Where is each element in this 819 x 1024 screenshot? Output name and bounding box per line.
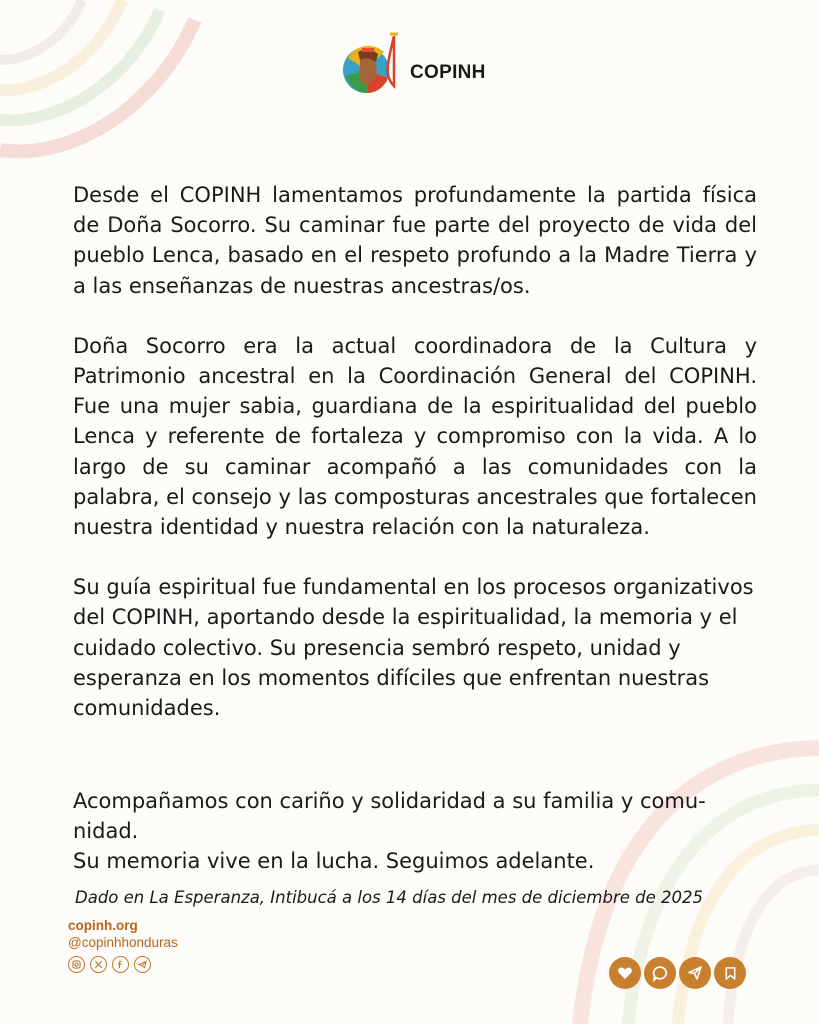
footer-contact [68,918,178,973]
telegram-icon[interactable] [134,956,151,973]
closing-lines [73,786,763,877]
statement-body [73,180,757,723]
signature-line: Dado en La Esperanza, Intibucá a los 14 días del mes de diciembre de 2025 [75,888,703,907]
x-icon[interactable] [90,956,107,973]
social-handle[interactable]: @copinhhonduras [68,935,178,950]
closing-line-2: nidad. [73,819,139,844]
paragraph-3: Su guía espiritual fue fundamental en los procesos organizativos del COPINH, aportando desde la espiritualidad, la memoria y el cuidado colectivo. Su presencia sembró respeto, unidad y esperanza en los momentos difíciles que enfrentan nuestras comunidades. [73,575,754,721]
header [0,28,819,98]
closing-line-1: Acompañamos con cariño y solidaridad a su familia y comu- [73,789,706,813]
facebook-icon[interactable] [112,956,129,973]
paragraph-1: Desde el COPINH lamentamos profundamente la partida física de Doña Socorro. Su caminar fue parte del proyecto de vida del pueblo Lenca, basado en el respeto profundo a la Madre Tierra y a las enseñanzas de nuestras ancestras/os. [73,183,757,298]
closing-line-3: Su memoria vive en la lucha. Seguimos adelante. [73,849,595,874]
heart-icon[interactable] [609,957,641,989]
instagram-icon[interactable] [68,956,85,973]
website-link[interactable]: copinh.org [68,918,138,933]
copinh-logo-icon [338,28,408,98]
post-actions [609,957,746,989]
bookmark-icon[interactable] [714,957,746,989]
share-icon[interactable] [679,957,711,989]
paragraph-2: Doña Socorro era la actual coordinadora de la Cultura y Patrimonio ancestral en la Coordinación General del COPINH. Fue una mujer sabia, guardiana de la espiritualidad del pueblo Lenca y referente de fortaleza y compromiso con la vida. A lo largo de su caminar acompañó a las comunidades con la palabra, el consejo y las composturas ancestrales que fortalecen nuestra identidad y nuestra relación con la naturaleza. [73,333,757,540]
comment-icon[interactable] [644,957,676,989]
brand-name: COPINH [410,62,486,83]
social-icons [68,956,178,973]
